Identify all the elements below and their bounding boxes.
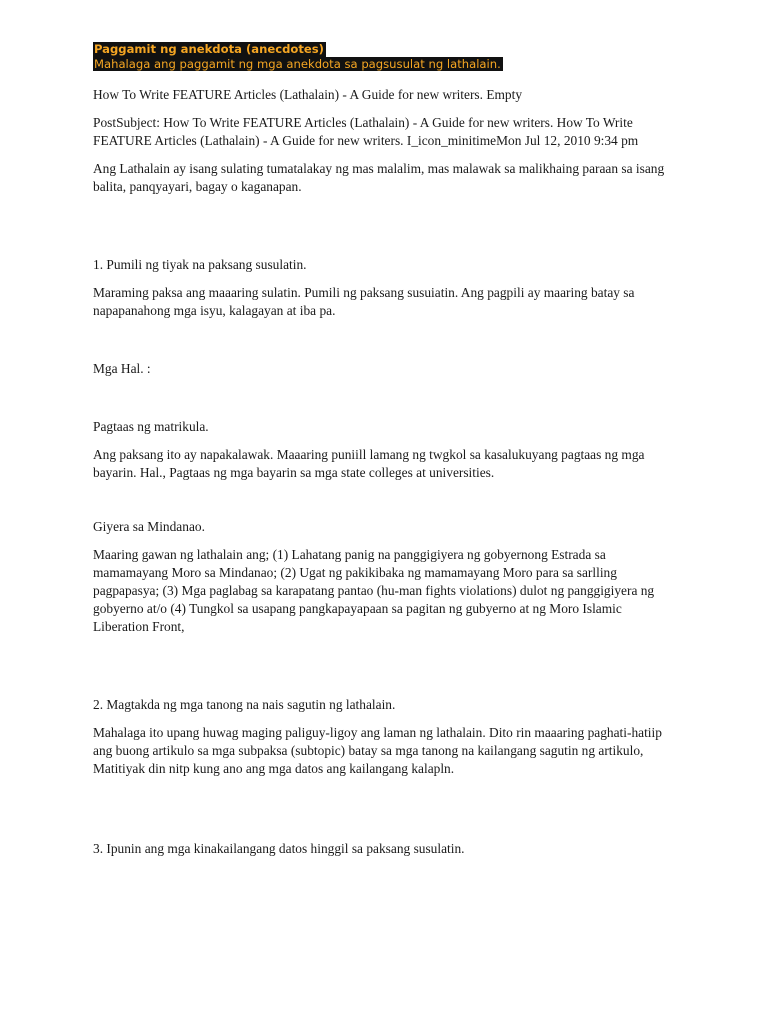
step-1-body: Maraming paksa ang maaaring sulatin. Pumili ng paksang susuiatin. Ang pagpili ay maaring batay sa napapanahong mga isyu, kalagayan at iba pa. xyxy=(93,285,635,318)
example-1-heading: Pagtaas ng matrikula. xyxy=(93,419,209,434)
post-subject: PostSubject: How To Write FEATURE Articles (Lathalain) - A Guide for new writers. How To Write FEATURE Articles (Lathalain) - A Guide for new writers. I_icon_minitimeMon Jul 12, 2010 9:34 pm xyxy=(93,115,639,148)
example-2-heading: Giyera sa Mindanao. xyxy=(93,519,205,534)
examples-label: Mga Hal. : xyxy=(93,361,151,376)
header-subtitle: Mahalaga ang paggamit ng mga anekdota sa pagsusulat ng lathalain. xyxy=(94,56,501,71)
article-heading: How To Write FEATURE Articles (Lathalain) - A Guide for new writers. Empty xyxy=(93,87,523,102)
step-2-heading: 2. Magtakda ng mga tanong na nais sagutin ng lathalain. xyxy=(93,697,396,712)
step-1-heading: 1. Pumili ng tiyak na paksang susulatin. xyxy=(93,257,307,272)
step-2-body: Mahalaga ito upang huwag maging paliguy-ligoy ang laman ng lathalain. Dito rin maaaring paghati-hatiip ang buong artikulo sa mga subpaksa (subtopic) batay sa mga tanong na kailangang sagutin ng artikulo, Matitiyak din nitp kung ano ang mga datos ang kailangang kalapln. xyxy=(93,725,662,776)
intro-paragraph: Ang Lathalain ay isang sulating tumatalakay ng mas malalim, mas malawak sa malikhaing paraan sa isang balita, panqyayari, bagay o kaganapan. xyxy=(93,161,665,194)
step-3-heading: 3. Ipunin ang mga kinakailangang datos hinggil sa paksang susulatin. xyxy=(93,841,465,856)
header-title: Paggamit ng anekdota (anecdotes) xyxy=(94,42,324,56)
example-2-body: Maaring gawan ng lathalain ang; (1) Lahatang panig na panggigiyera ng gobyernong Estrada sa mamamayang Moro sa Mindanao; (2) Ugat ng pakikibaka ng mamamayang Moro para sa sarlling pagpapasya; (3) Mga paglabag sa karapatang pantao (hu-man fights violations) dulot ng panggigiyera ng gobyerno at/o (4) Tungkol sa usapang pangkapayapaan sa pagitan ng gubyerno at ng Moro Islamic Liberation Front, xyxy=(93,547,655,634)
example-1-body: Ang paksang ito ay napakalawak. Maaaring puniill lamang ng twgkol sa kasalukuyang pagtaas ng mga bayarin. Hal., Pagtaas ng mga bayarin sa mga state colleges at universities. xyxy=(93,447,645,480)
highlighted-header xyxy=(93,42,680,71)
